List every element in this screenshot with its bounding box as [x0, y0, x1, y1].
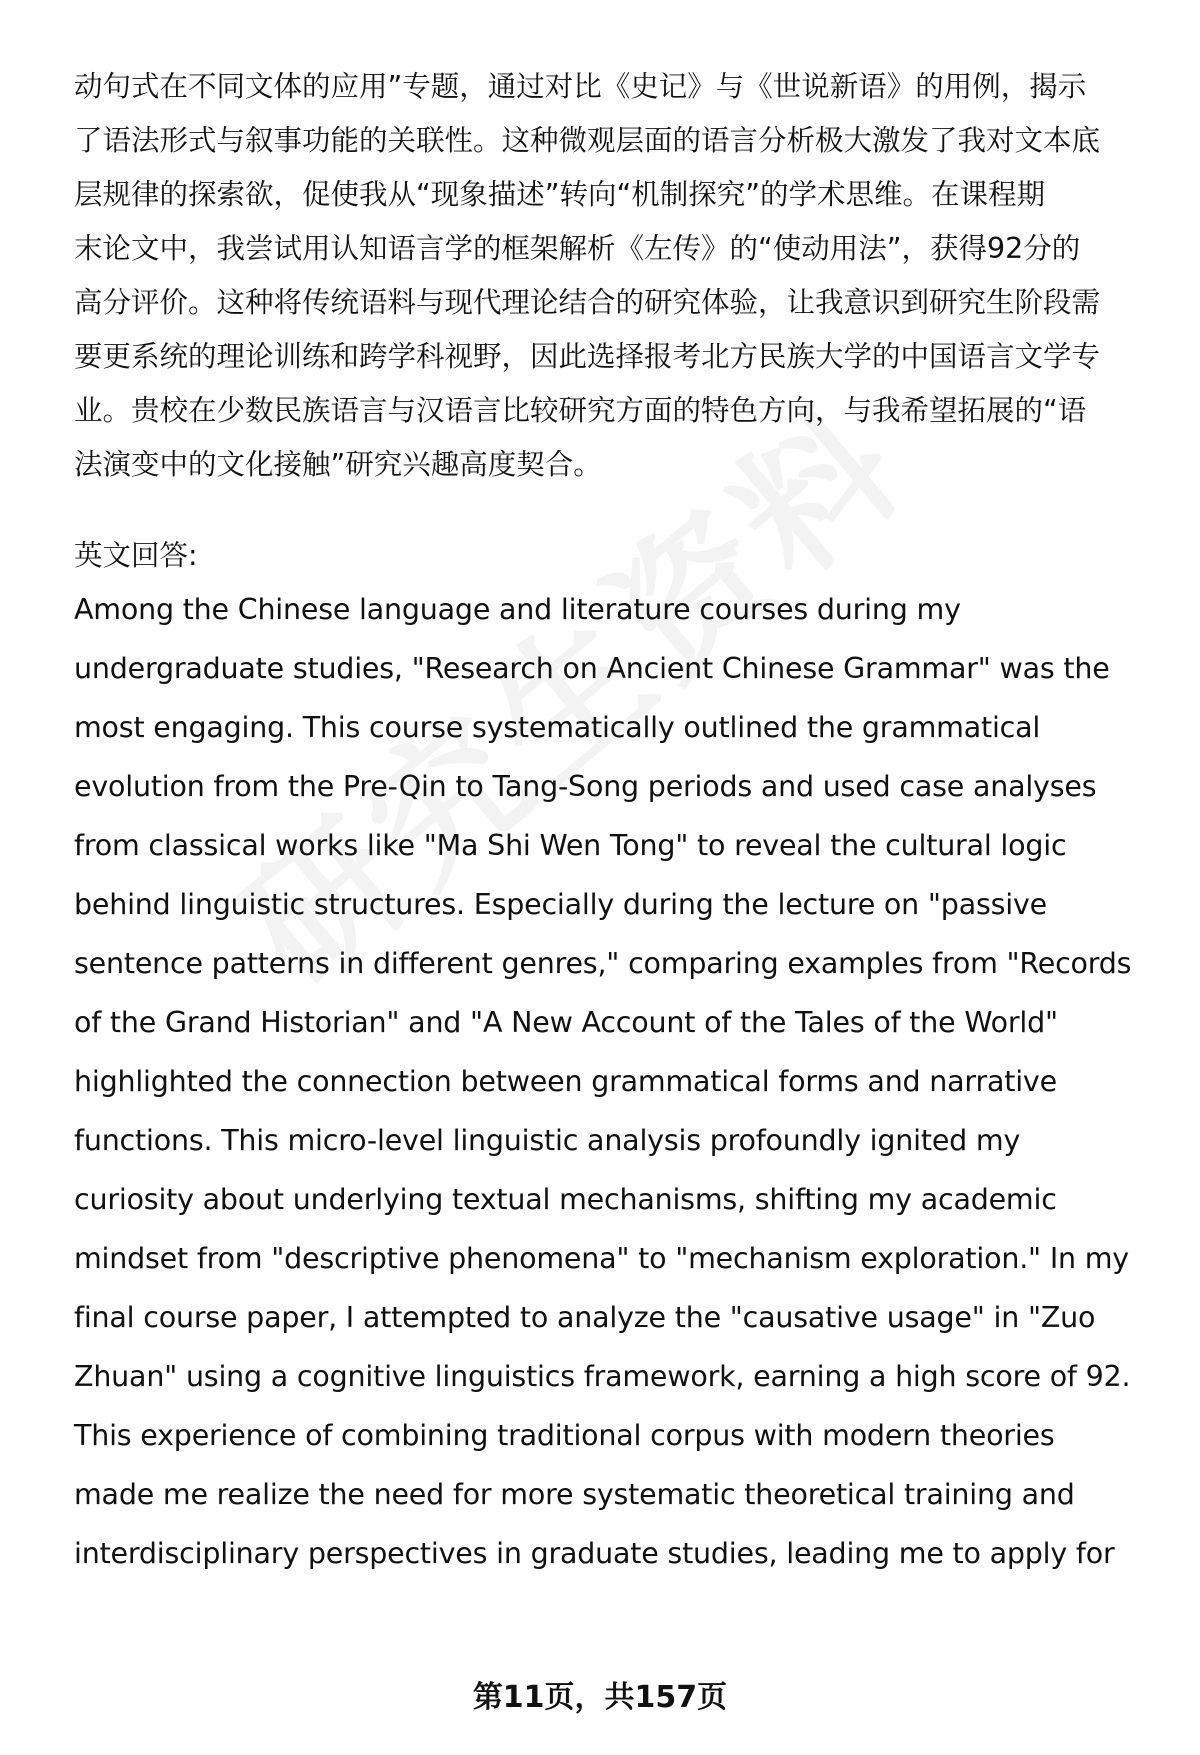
english-line: undergraduate studies, "Research on Ancient Chinese Grammar" was the	[74, 652, 1110, 685]
english-line: behind linguistic structures. Especially during the lecture on "passive	[74, 888, 1047, 921]
english-line: Among the Chinese language and literature courses during my	[74, 593, 961, 626]
chinese-line: 了语法形式与叙事功能的关联性。这种微观层面的语言分析极大激发了我对文本底	[74, 124, 1101, 157]
english-line: most engaging. This course systematically outlined the grammatical	[74, 711, 1041, 744]
english-line: This experience of combining traditional corpus with modern theories	[74, 1419, 1055, 1452]
chinese-line: 层规律的探索欲，促使我从“现象描述”转向“机制探究”的学术思维。在课程期	[74, 178, 1046, 211]
english-line: functions. This micro-level linguistic analysis profoundly ignited my	[74, 1124, 1021, 1157]
english-line: mindset from "descriptive phenomena" to "mechanism exploration." In my	[74, 1242, 1129, 1275]
english-line: of the Grand Historian" and "A New Account of the Tales of the World"	[74, 1006, 1058, 1039]
english-line: curiosity about underlying textual mechanisms, shifting my academic	[74, 1183, 1057, 1216]
chinese-line: 业。贵校在少数民族语言与汉语言比较研究方面的特色方向，与我希望拓展的“语	[74, 394, 1087, 427]
english-line: made me realize the need for more systematic theoretical training and	[74, 1478, 1075, 1511]
english-line: from classical works like "Ma Shi Wen Tong" to reveal the cultural logic	[74, 829, 1067, 862]
chinese-line: 法演变中的文化接触”研究兴趣高度契合。	[74, 448, 602, 481]
english-answer-heading: 英文回答:	[74, 539, 198, 572]
english-line: sentence patterns in different genres," comparing examples from "Records	[74, 947, 1132, 980]
chinese-line: 动句式在不同文体的应用”专题，通过对比《史记》与《世说新语》的用例，揭示	[74, 70, 1087, 103]
english-line: evolution from the Pre-Qin to Tang-Song periods and used case analyses	[74, 770, 1097, 803]
page-number-footer: 第11页，共157页	[472, 1680, 728, 1715]
english-line: interdisciplinary perspectives in graduate studies, leading me to apply for	[74, 1537, 1115, 1570]
english-line: Zhuan" using a cognitive linguistics framework, earning a high score of 92.	[74, 1360, 1131, 1393]
english-line: highlighted the connection between grammatical forms and narrative	[74, 1065, 1057, 1098]
chinese-line: 要更系统的理论训练和跨学科视野，因此选择报考北方民族大学的中国语言文学专	[74, 340, 1101, 373]
english-line: final course paper, I attempted to analyze the "causative usage" in "Zuo	[74, 1301, 1096, 1334]
chinese-line: 末论文中，我尝试用认知语言学的框架解析《左传》的“使动用法”，获得92分的	[74, 232, 1081, 265]
chinese-line: 高分评价。这种将传统语料与现代理论结合的研究体验，让我意识到研究生阶段需	[74, 286, 1101, 319]
